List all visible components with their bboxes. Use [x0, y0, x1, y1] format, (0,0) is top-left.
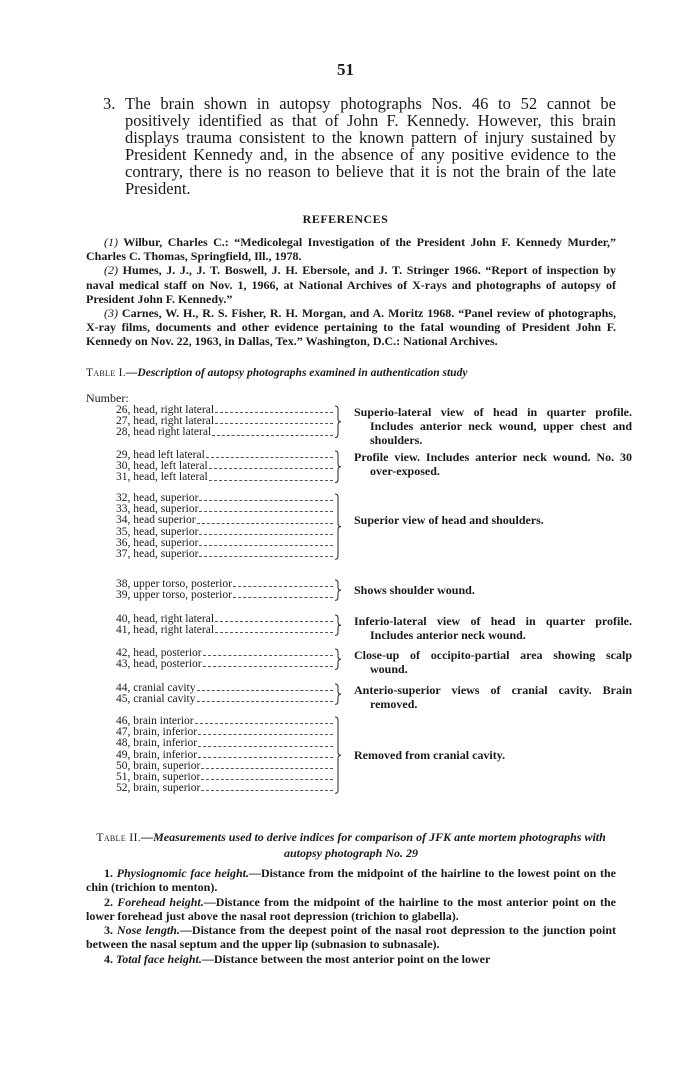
photo-description: Removed from cranial cavity. [354, 748, 506, 763]
measurement-item [86, 895, 616, 924]
conclusion-paragraph [103, 95, 616, 197]
photo-entry-label: 47, brain, inferior [116, 726, 198, 739]
photo-entry-label: 31, head, left lateral [116, 471, 208, 484]
photo-entry-label: 52, brain, superior [116, 782, 201, 795]
photo-entry-label: 50, brain, superior [116, 759, 201, 772]
references-list [86, 235, 616, 349]
conclusion-number: 3. [103, 94, 116, 113]
photo-entry-label: 46, brain interior [116, 715, 194, 727]
table1-label: Table I. [86, 367, 126, 379]
photo-entry [116, 738, 334, 749]
photo-entry-label: 45, cranial cavity [116, 693, 196, 706]
leader-dots [203, 648, 333, 656]
photo-entry-label: 35, head, superior [116, 525, 199, 538]
photo-entry-label: 38, upper torso, posterior [116, 578, 232, 590]
reference-number: (2) [104, 263, 118, 278]
measurement-text: —Distance from the midpoint of the hairline to the lowest point on the chin (trichion to menton). [86, 866, 616, 895]
leader-dots [215, 405, 333, 413]
photo-entries [116, 405, 334, 439]
measurement-name: Forehead height. [117, 894, 204, 909]
photo-description: Inferio-lateral view of head in quarter profile. Includes anterior neck wound. [354, 614, 632, 642]
photo-entry-label: 42, head, posterior [116, 647, 202, 659]
measurement-name: Total face height. [116, 951, 202, 966]
photo-entries [116, 716, 334, 794]
leader-dots [215, 614, 333, 622]
photo-entry [116, 625, 334, 636]
photo-entry [116, 472, 334, 483]
photo-entry-label: 40, head, right lateral [116, 613, 215, 625]
photo-entry-label: 30, head, left lateral [116, 460, 208, 473]
photo-entry-label: 34, head superior [116, 514, 196, 527]
photo-entry [116, 783, 334, 794]
measurement-item [86, 952, 616, 966]
measurement-number: 2. [104, 894, 113, 909]
photo-entry-label: 32, head, superior [116, 492, 199, 504]
table2-label: Table II. [96, 830, 142, 844]
photo-description: Superio-lateral view of head in quarter profile. Includes anterior neck wound, upper chest and shoulders. [354, 405, 632, 447]
photo-entry-label: 48, brain, inferior [116, 737, 198, 750]
photo-entry-label: 44, cranial cavity [116, 682, 196, 694]
leader-dots [198, 738, 333, 746]
leader-dots [198, 750, 333, 758]
reference-number: (3) [104, 306, 118, 321]
leader-dots [199, 493, 333, 501]
leader-dots [198, 727, 333, 735]
leader-dots [199, 549, 333, 557]
table2-measurements [86, 866, 616, 966]
leader-dots [212, 427, 333, 435]
photo-entry-label: 49, brain, inferior [116, 748, 198, 761]
leader-dots [195, 716, 333, 724]
leader-dots [233, 579, 333, 587]
measurement-item [86, 923, 616, 952]
measurement-text: —Distance from the midpoint of the hairline to the most anterior point on the lower forehead just above the nasal root depression (trichion to glabella). [86, 894, 617, 923]
reference-item [86, 306, 616, 349]
conclusion-text: The brain shown in autopsy photographs Nos. 46 to 52 cannot be positively identified as that of John F. Kennedy. However, this brain displays trauma consistent to the known pattern of injury sustained by President Kennedy and, in the absence of any positive evidence to the contrary, there is no reason to believe that it is not the brain of the late President. [125, 94, 616, 198]
leader-dots [233, 590, 333, 598]
photo-entries [116, 614, 334, 636]
table2-caption [86, 829, 616, 861]
leader-dots [215, 416, 333, 424]
brace [334, 716, 340, 794]
photo-entry-label: 26, head, right lateral [116, 404, 215, 416]
photo-entries [116, 579, 334, 601]
measurement-number: 1. [104, 866, 113, 880]
leader-dots [199, 504, 333, 512]
leader-dots [209, 472, 333, 480]
photo-description: Anterio-superior views of cranial cavity. Brain removed. [354, 683, 632, 711]
brace [334, 450, 340, 484]
photo-entry [116, 590, 334, 601]
measurement-number: 4. [104, 951, 113, 966]
photo-entry-label: 37, head, superior [116, 547, 199, 560]
leader-dots [201, 783, 333, 791]
leader-dots [197, 515, 333, 523]
measurement-text: —Distance from the deepest point of the nasal root depression to the junction point between the nasal septum and the upper lip (subnasion to subnasale). [86, 923, 617, 952]
brace [334, 614, 340, 636]
photo-entry-label: 51, brain, superior [116, 770, 201, 783]
brace [334, 579, 340, 601]
reference-item [86, 235, 616, 263]
brace [334, 405, 340, 439]
brace [334, 493, 340, 560]
leader-dots [201, 772, 333, 780]
brace [334, 683, 340, 705]
leader-dots [197, 683, 333, 691]
photo-entry-label: 36, head, superior [116, 536, 199, 549]
leader-dots [197, 694, 333, 702]
reference-text: Wilbur, Charles C.: “Medicolegal Investigation of the President John F. Kennedy Murder,” Charles C. Thomas, Springfield, Ill., 1978. [86, 235, 616, 264]
photo-entry [116, 549, 334, 560]
photo-entry-label: 29, head left lateral [116, 449, 205, 461]
table1-caption [86, 366, 626, 380]
photo-entry [116, 427, 334, 438]
reference-text: Humes, J. J., J. T. Boswell, J. H. Ebersole, and J. T. Stringer 1966. “Report of inspection by naval medical staff on Nov. 1, 1966, at National Archives of X-rays and photographs of autopsy of President John F. Kennedy.” [86, 263, 617, 306]
measurement-text: —Distance between the most anterior point on the lower [201, 951, 491, 966]
table1-number-label: Number: [86, 391, 129, 405]
brace [334, 648, 340, 670]
photo-entries [116, 683, 334, 705]
leader-dots [199, 538, 333, 546]
photo-entry-label: 27, head, right lateral [116, 415, 215, 428]
photo-entry [116, 659, 334, 670]
leader-dots [203, 659, 333, 667]
photo-entry-label: 41, head, right lateral [116, 624, 215, 637]
reference-item [86, 263, 616, 306]
references-heading: REFERENCES [302, 212, 389, 226]
photo-description: Close-up of occipito-partial area showing scalp wound. [354, 648, 632, 676]
leader-dots [209, 461, 333, 469]
photo-description: Profile view. Includes anterior neck wound. No. 30 over-exposed. [354, 450, 632, 478]
photo-entry-label: 28, head right lateral [116, 426, 212, 439]
photo-entry-label: 39, upper torso, posterior [116, 589, 232, 602]
measurement-name: Nose length. [116, 923, 180, 938]
page-number: 51 [337, 60, 354, 79]
photo-entries [116, 493, 334, 560]
photo-entry [116, 515, 334, 526]
leader-dots [206, 450, 333, 458]
photo-entry-label: 33, head, superior [116, 503, 199, 516]
photo-entries [116, 450, 334, 484]
measurement-name: Physiognomic face height. [116, 866, 249, 880]
reference-text: Carnes, W. H., R. S. Fisher, R. H. Morgan, and A. Moritz 1968. “Panel review of photographs, X-ray films, documents and other evidence pertaining to the fatal wounding of President John F. Kennedy on Nov. 22, 1963, in Dallas, Tex.” Washington, D.C.: National Archives. [86, 306, 617, 349]
photo-entry-label: 43, head, posterior [116, 658, 202, 671]
reference-number: (1) [104, 235, 118, 249]
measurement-number: 3. [104, 923, 113, 938]
table2-title: —Measurements used to derive indices for comparison of JFK ante mortem photographs with autopsy photograph No. 29 [141, 830, 606, 860]
leader-dots [215, 625, 333, 633]
table1-title: —Description of autopsy photographs examined in authentication study [125, 367, 468, 379]
photo-description: Shows shoulder wound. [354, 583, 475, 598]
leader-dots [199, 527, 333, 535]
photo-entry [116, 694, 334, 705]
leader-dots [201, 761, 333, 769]
photo-entries [116, 648, 334, 670]
photo-description: Superior view of head and shoulders. [354, 512, 544, 527]
measurement-item [86, 866, 616, 895]
